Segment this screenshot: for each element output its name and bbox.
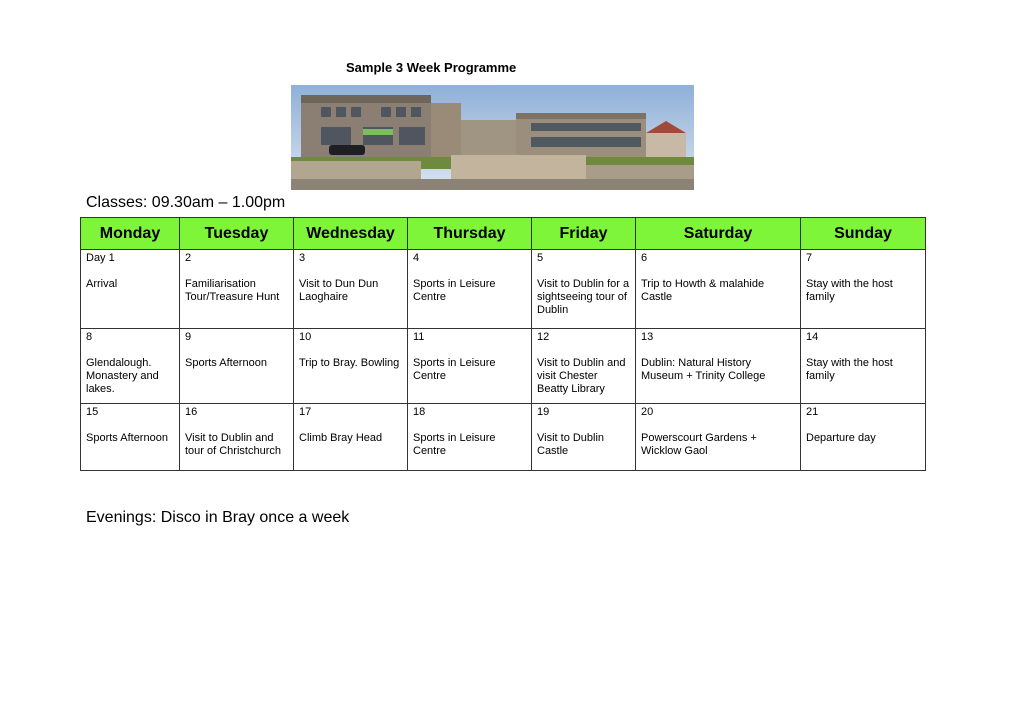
header-sunday: Sunday [801, 218, 926, 250]
day-activity: Glendalough. Monastery and lakes. [86, 357, 159, 395]
day-cell [180, 404, 294, 471]
day-number: 10 [299, 331, 312, 343]
day-activity: Stay with the host family [806, 278, 893, 303]
day-cell [801, 250, 926, 329]
day-cell [532, 250, 636, 329]
day-number: 17 [299, 406, 312, 418]
day-number: 6 [641, 252, 648, 264]
day-activity: Visit to Dublin and visit Chester Beatty Library [537, 357, 626, 395]
day-activity: Powerscourt Gardens + Wicklow Gaol [641, 432, 757, 457]
day-number: 18 [413, 406, 426, 418]
page-title: Sample 3 Week Programme [346, 60, 517, 75]
day-activity: Visit to Dublin for a sightseeing tour of Dublin [537, 278, 630, 316]
classes-time-heading: Classes: 09.30am – 1.00pm [86, 194, 286, 211]
table-row [81, 250, 926, 329]
day-number: 5 [537, 252, 544, 264]
day-number: 11 [413, 331, 425, 343]
school-building-image [291, 85, 694, 190]
evenings-note: Evenings: Disco in Bray once a week [86, 509, 350, 526]
day-number: 19 [537, 406, 550, 418]
day-activity: Trip to Howth & malahide Castle [641, 278, 765, 303]
day-activity: Sports in Leisure Centre [413, 357, 496, 382]
day-number: 3 [299, 252, 306, 264]
day-cell [294, 329, 408, 404]
day-cell [532, 404, 636, 471]
day-activity: Familiarisation Tour/Treasure Hunt [185, 278, 280, 303]
day-activity: Visit to Dun Dun Laoghaire [299, 278, 379, 303]
day-activity: Visit to Dublin Castle [537, 432, 605, 457]
day-cell [81, 329, 180, 404]
day-cell [408, 329, 532, 404]
day-number: 9 [185, 331, 192, 343]
day-activity: Sports Afternoon [86, 432, 168, 444]
day-number: 12 [537, 331, 550, 343]
header-saturday: Saturday [636, 218, 801, 250]
day-cell [180, 329, 294, 404]
header-friday: Friday [532, 218, 636, 250]
table-row [81, 404, 926, 471]
day-activity: Dublin: Natural History Museum + Trinity College [641, 357, 766, 382]
day-activity: Climb Bray Head [299, 432, 383, 444]
day-activity: Stay with the host family [806, 357, 893, 382]
day-number: 2 [185, 252, 192, 264]
header-monday: Monday [81, 218, 180, 250]
day-activity: Sports in Leisure Centre [413, 278, 496, 303]
day-activity: Sports in Leisure Centre [413, 432, 496, 457]
day-cell [801, 404, 926, 471]
day-number: 13 [641, 331, 654, 343]
day-number: 7 [806, 252, 813, 264]
day-number: 14 [806, 331, 819, 343]
day-number: 16 [185, 406, 198, 418]
day-cell [294, 404, 408, 471]
day-cell [636, 250, 801, 329]
day-number: 15 [86, 406, 99, 418]
day-cell [180, 250, 294, 329]
day-cell [801, 329, 926, 404]
day-cell [408, 250, 532, 329]
table-row [81, 329, 926, 404]
day-number: 21 [806, 406, 819, 418]
header-thursday: Thursday [408, 218, 532, 250]
day-cell [81, 404, 180, 471]
day-cell [532, 329, 636, 404]
day-cell [636, 329, 801, 404]
day-activity: Trip to Bray. Bowling [299, 357, 400, 369]
day-activity: Visit to Dublin and tour of Christchurch [185, 432, 281, 457]
header-tuesday: Tuesday [180, 218, 294, 250]
day-cell [636, 404, 801, 471]
school-building-photo [291, 85, 694, 190]
day-activity: Sports Afternoon [185, 357, 267, 369]
day-activity: Departure day [806, 432, 876, 444]
day-number: Day 1 [86, 252, 115, 264]
table-header-row [81, 218, 926, 250]
day-number: 20 [641, 406, 654, 418]
day-cell [81, 250, 180, 329]
programme-table [80, 217, 926, 471]
day-activity: Arrival [86, 278, 118, 290]
day-number: 8 [86, 331, 93, 343]
day-number: 4 [413, 252, 420, 264]
header-wednesday: Wednesday [294, 218, 408, 250]
day-cell [408, 404, 532, 471]
day-cell [294, 250, 408, 329]
